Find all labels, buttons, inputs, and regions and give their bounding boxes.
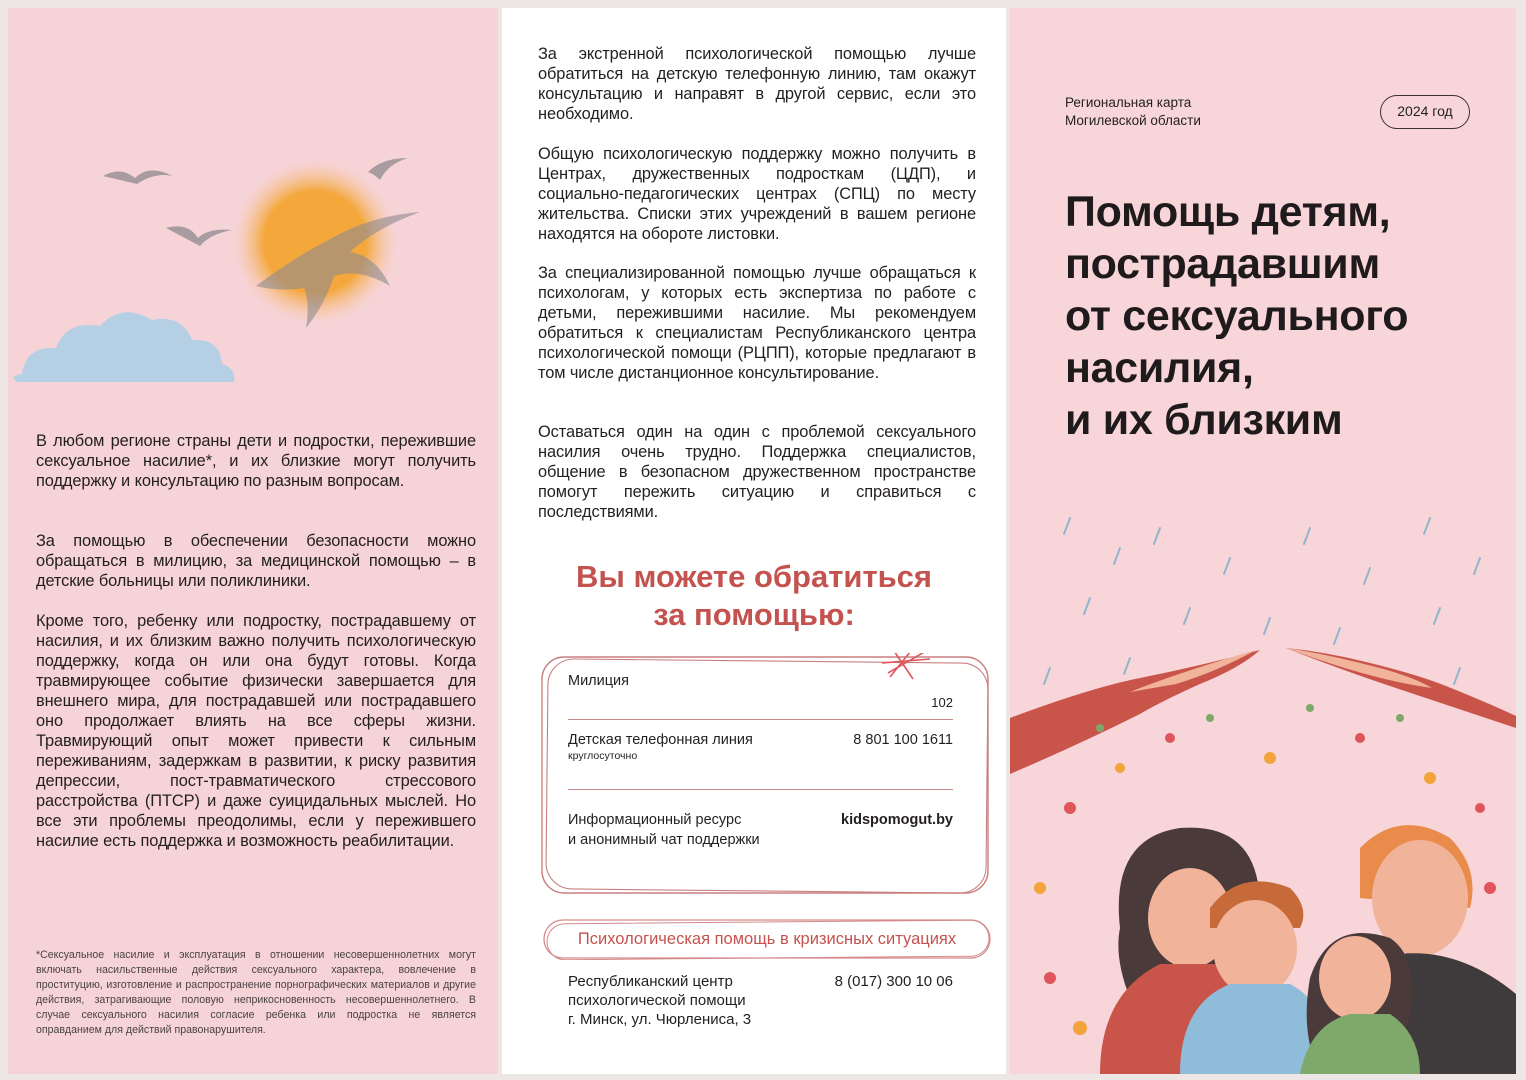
title-line: пострадавшим <box>1065 240 1380 288</box>
hand-left-icon <box>1010 650 1260 774</box>
cta-line-2: за помощью: <box>653 597 855 632</box>
website-link[interactable]: kidspomogut.by <box>841 812 953 828</box>
psychological-support-paragraph: Кроме того, ребенку или подростку, пострадавшему от насилия, и их близким важно получить психологическую поддержку, когда он или она будут готовы. Когда травмирующее событие физически завершается для внешнего мира, для пострадавшей или пострадавшего оно продолжает влиять на все сферы жизни. Травмирующий опыт может привести к сильным переживаниям, задержкам в развитии, к риску развития депрессии, пост-травматического стрессового расстройства (ПТСР) и даже суицидальных мыслей. Но все эти проблемы преодолимы, если у пережившего насилие есть поддержка и возможность реабилитации. <box>36 612 476 850</box>
bird-icon <box>103 170 173 184</box>
crisis-banner <box>542 918 992 960</box>
contact-hours: круглосуточно <box>568 750 638 762</box>
closing-paragraph: Оставаться один на один с проблемой сексуального насилия очень трудно. Поддержка специалистов, общение в безопасном дружественном пространстве помогут пережить ситуацию и справиться с последствиями. <box>538 423 976 521</box>
family-illustration <box>1010 508 1516 1074</box>
center-name-line: психологической помощи <box>568 992 746 1009</box>
contact-republican-center <box>568 972 953 1029</box>
cta-line-1: Вы можете обратиться <box>575 559 933 594</box>
bird-icon <box>166 226 232 246</box>
year-badge: 2024 год <box>1380 95 1470 129</box>
sun-birds-illustration <box>8 138 498 408</box>
specialized-help-paragraph: За специализированной помощью лучше обращаться к психологам, у которых есть экспертиза по работе с детьми, пережившими насилие. Мы рекомендуем обратиться к специалистам Республиканского центра психологической помощи (РЦПП), которые предлагают в том числе дистанционное консультирование. <box>538 264 976 382</box>
bird-icon <box>368 158 408 180</box>
region-line: Региональная карта <box>1065 95 1192 110</box>
contacts-box <box>538 653 992 898</box>
right-panel <box>1010 8 1516 1074</box>
contact-label: и анонимный чат поддержки <box>568 832 760 848</box>
contact-label: Информационный ресурс <box>568 812 742 828</box>
contact-label: Детская телефонная линия <box>568 732 753 748</box>
safety-paragraph: За помощью в обеспечении безопасности можно обращаться в милицию, за медицинской помощью – в детские больницы или поликлиники. <box>36 532 476 590</box>
contact-phone[interactable]: 8 801 100 1611 <box>853 732 953 748</box>
rain-icon <box>1044 518 1480 684</box>
middle-panel <box>502 8 1006 1074</box>
general-support-paragraph: Общую психологическую поддержку можно получить в Центрах, дружественных подросткам (ЦДП), и социально-педагогических центрах (СПЦ) по месту жительства. Списки этих учреждений в вашем регионе находятся на обороте листовки. <box>538 145 976 243</box>
title-line: от сексуального <box>1065 292 1409 340</box>
contact-label: Милиция <box>568 673 629 689</box>
divider <box>568 789 953 790</box>
center-address: г. Минск, ул. Чюрлениса, 3 <box>568 1011 752 1028</box>
title-line: и их близким <box>1065 396 1343 444</box>
contact-phone[interactable]: 8 (017) 300 10 06 <box>834 973 953 990</box>
region-line: Могилевской области <box>1065 113 1201 128</box>
divider <box>568 719 953 720</box>
footnote: *Сексуальное насилие и эксплуатация в отношении несовершеннолетних могут включать насильственные действия сексуального характера, вовлечение в проституцию, изготовление и распространение порнографических материалов и другие действия, затрагивающие половую неприкосновенность несовершеннолетнего. В случае сексуального насилия согласие ребенка или подростка не является оправданием для действий правонарушителя. <box>36 949 476 1036</box>
intro-paragraph: В любом регионе страны дети и подростки, пережившие сексуальное насилие*, и их близкие могут получить поддержку и консультацию по разным вопросам. <box>36 432 476 490</box>
left-panel <box>8 8 498 1074</box>
region-label <box>1065 94 1201 130</box>
page-title <box>1065 186 1505 446</box>
contact-phone[interactable]: 102 <box>931 695 953 710</box>
cloud-icon <box>14 312 234 382</box>
title-line: Помощь детям, <box>1065 188 1391 236</box>
title-line: насилия, <box>1065 344 1254 392</box>
cta-heading <box>502 558 1006 634</box>
emergency-paragraph: За экстренной психологической помощью лучше обратиться на детскую телефонную линию, там окажут консультацию и направят в другой сервис, если это необходимо. <box>538 45 976 123</box>
center-name-line: Республиканский центр <box>568 973 733 990</box>
crisis-title: Психологическая помощь в кризисных ситуациях <box>577 930 957 948</box>
